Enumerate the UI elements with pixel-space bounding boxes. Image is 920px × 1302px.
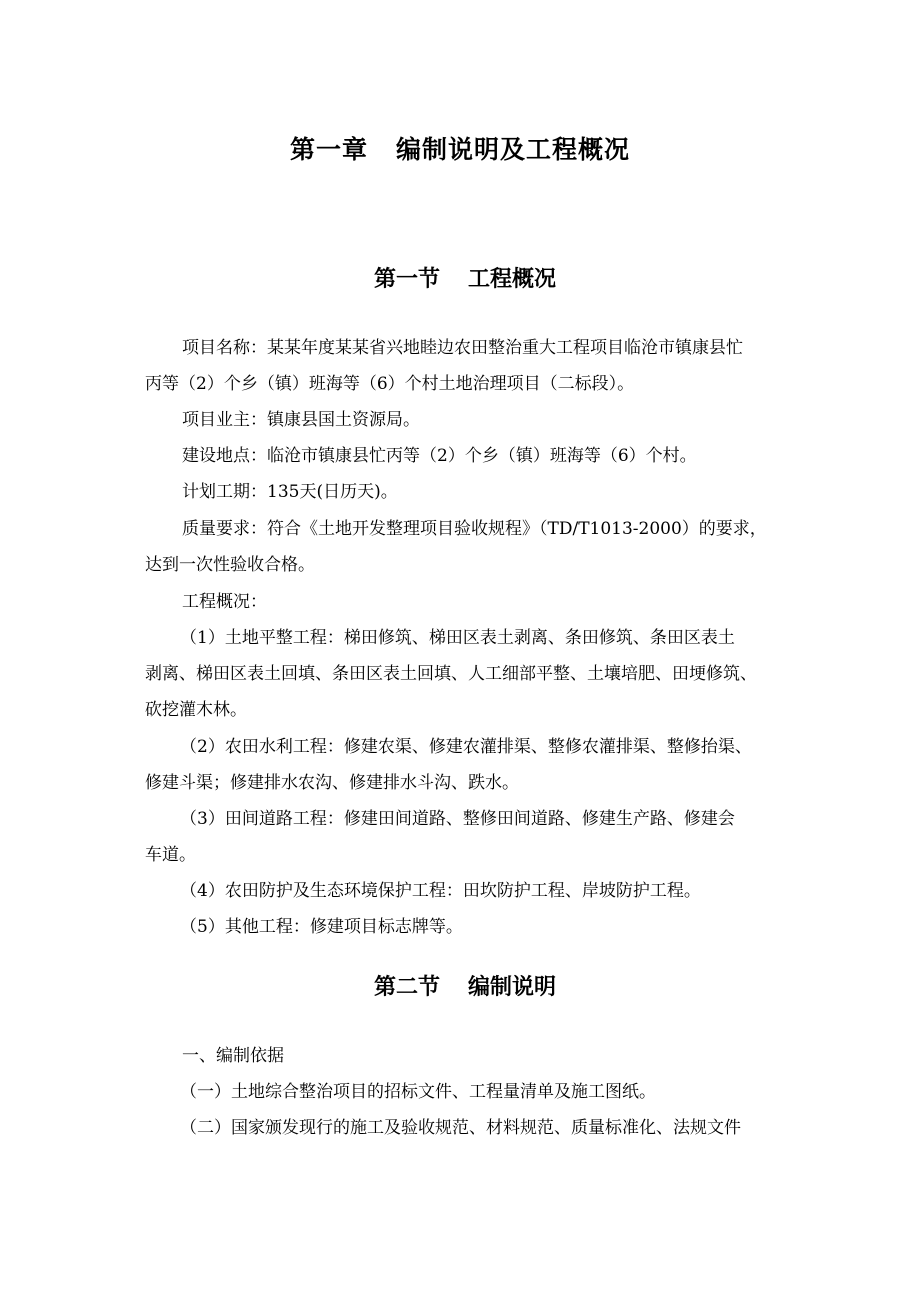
text-line: 项目业主：镇康县国土资源局。 — [182, 410, 420, 430]
section2-label: 第二节 — [373, 974, 440, 1000]
basis-heading-paragraph — [145, 1038, 795, 1074]
section1-label: 第一节 — [373, 266, 440, 292]
owner-paragraph — [145, 402, 795, 438]
text-line: 剥离、梯田区表土回填、条田区表土回填、人工细部平整、土壤培肥、田埂修筑、 — [145, 664, 757, 684]
section-title-1 — [0, 262, 920, 293]
overview-label-paragraph — [145, 584, 795, 620]
project-name-paragraph — [145, 330, 795, 402]
chapter-title — [0, 130, 920, 166]
text-line: 计划工期：135天(日历天)。 — [182, 482, 398, 502]
text-line: （1）土地平整工程：梯田修筑、梯田区表土剥离、条田修筑、条田区表土 — [180, 628, 735, 648]
text-line: （二）国家颁发现行的施工及验收规范、材料规范、质量标准化、法规文件 — [180, 1118, 741, 1138]
text-line: 建设地点：临沧市镇康县忙丙等（2）个乡（镇）班海等（6）个村。 — [182, 446, 697, 466]
text-line: 砍挖灌木林。 — [145, 700, 247, 720]
text-line: 车道。 — [145, 845, 196, 865]
text-line: 工程概况： — [182, 592, 267, 612]
section1-heading: 工程概况 — [468, 266, 557, 292]
period-paragraph — [145, 474, 795, 510]
text-line: （3）田间道路工程：修建田间道路、整修田间道路、修建生产路、修建会 — [180, 809, 735, 829]
quality-paragraph — [145, 511, 795, 583]
item3-paragraph — [145, 801, 795, 873]
text-line: 修建斗渠；修建排水农沟、修建排水斗沟、跌水。 — [145, 773, 519, 793]
section-title-2 — [0, 970, 920, 1001]
basis2-paragraph — [145, 1110, 795, 1146]
chapter-label: 第一章 — [289, 135, 368, 164]
text-line: 一、编制依据 — [182, 1046, 284, 1066]
text-line: （4）农田防护及生态环境保护工程：田坎防护工程、岸坡防护工程。 — [180, 881, 701, 901]
section2-heading: 编制说明 — [468, 974, 557, 1000]
chapter-heading: 编制说明及工程概况 — [396, 135, 631, 164]
item4-paragraph — [145, 873, 795, 909]
text-line: （一）土地综合整治项目的招标文件、工程量清单及施工图纸。 — [180, 1082, 656, 1102]
text-line: （5）其他工程：修建项目标志牌等。 — [180, 917, 463, 937]
item2-paragraph — [145, 729, 795, 801]
text-line: 质量要求：符合《土地开发整理项目验收规程》（TD/T1013-2000）的要求， — [182, 519, 767, 539]
item1-paragraph — [145, 620, 795, 728]
text-line: 达到一次性验收合格。 — [145, 555, 315, 575]
text-line: （2）农田水利工程：修建农渠、修建农灌排渠、整修农灌排渠、整修抬渠、 — [180, 737, 752, 757]
item5-paragraph — [145, 909, 795, 945]
text-line: 丙等（2）个乡（镇）班海等（6）个村土地治理项目（二标段）。 — [145, 374, 635, 394]
basis1-paragraph — [145, 1074, 795, 1110]
location-paragraph — [145, 438, 795, 474]
text-line: 项目名称：某某年度某某省兴地睦边农田整治重大工程项目临沧市镇康县忙 — [182, 338, 743, 358]
